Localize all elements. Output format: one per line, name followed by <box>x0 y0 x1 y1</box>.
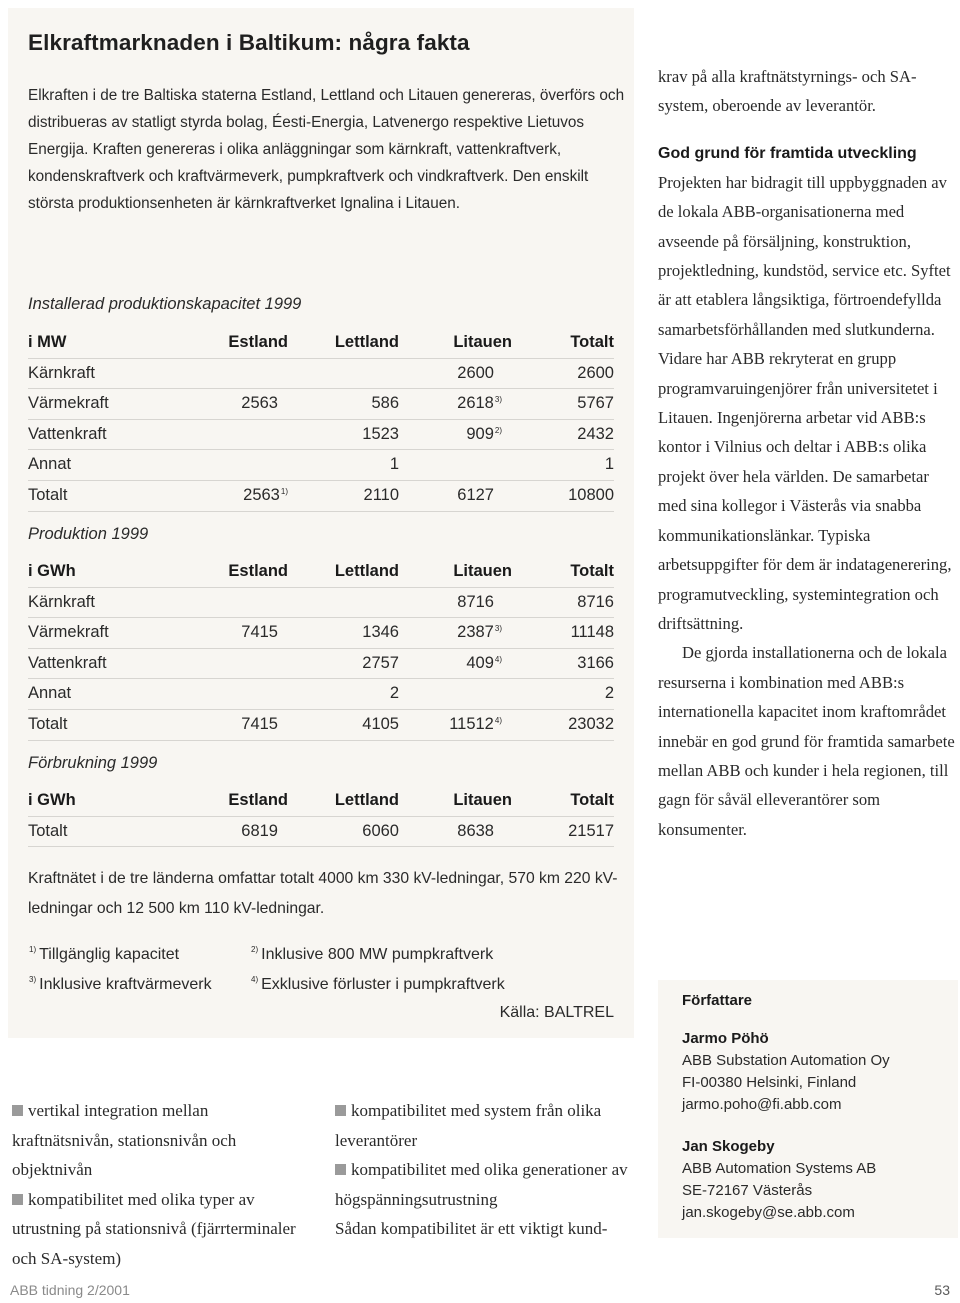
author-address: FI-00380 Helsinki, Finland <box>682 1074 857 1091</box>
consumption-table-title: Förbrukning 1999 <box>28 754 158 772</box>
cell-litauen: 2600 <box>457 363 494 382</box>
header-estland: Estland <box>228 562 288 580</box>
author-name: Jarmo Pöhö <box>682 1030 769 1047</box>
bullet-square-icon <box>12 1105 23 1116</box>
row-label: Totalt <box>28 821 68 840</box>
author-email[interactable]: jan.skogeby@se.abb.com <box>682 1204 855 1221</box>
cell-lettland: 2110 <box>363 485 399 504</box>
bullets-left <box>12 1096 314 1273</box>
body-text: Sådan kompatibilitet är ett viktigt kund- <box>335 1219 608 1238</box>
body-paragraph-1: Projekten har bidragit till uppbyggnaden av de lokala ABB-organisationerna med avseende på försäljning, konstruktion, projektledning, kundstöd, service etc. Syftet är att etablera långsiktiga, förtroendefyllda samarbetsförhållanden med slutkunderna. Vidare har ABB rekryterat en grupp programvaruingenjörer från universitetet i Litauen. Ingenjörerna arbetar vid ABB:s kontor i Vilnius och deltar i ABB:s olika projekt över hela världen. De samarbetar med sina kollegor i Västerås via snabba kommunikationslänkar. Typiska arbetsuppgifter för dem är indatagenerering, programutveckling, systemintegration och driftsättning. <box>658 172 952 633</box>
publication-footer: ABB tidning 2/2001 <box>10 1282 130 1298</box>
header-litauen: Litauen <box>453 562 512 580</box>
cell-litauen: 909$^{2)}$ <box>466 424 502 443</box>
footnote-ref: 1) <box>280 486 288 496</box>
header-unit: i GWh <box>28 791 76 809</box>
cell-estland: 7415 <box>241 714 278 733</box>
continuation-text: krav på alla kraftnätstyrnings- och SA-system, oberoende av leverantör. <box>658 67 917 116</box>
author-card <box>682 1136 876 1224</box>
cell-totalt: 21517 <box>568 821 614 840</box>
table-header-row <box>28 328 614 359</box>
cell-litauen: 409$^{4)}$ <box>466 653 502 672</box>
cell-lettland: 6060 <box>362 821 399 840</box>
footnote-ref: 3) <box>494 395 502 405</box>
cell-totalt: 10800 <box>568 485 614 504</box>
body-paragraph-2: De gjorda installationerna och de lokala resurserna i kombination med ABB:s internationella kapacitet inom kraftområdet innebär en god grund för framtida samarbete mellan ABB och kunder i hela regionen, till gagn för såväl elleverantörer som konsumenter. <box>658 643 955 839</box>
header-lettland: Lettland <box>334 791 399 809</box>
row-label: Totalt <box>28 485 68 504</box>
header-unit: i MW <box>28 333 67 351</box>
source-credit: Källa: BALTREL <box>499 1004 614 1021</box>
cell-totalt: 2600 <box>577 363 614 382</box>
author-name: Jan Skogeby <box>682 1138 775 1155</box>
cell-lettland: 2757 <box>362 653 399 672</box>
cell-lettland: 1 <box>389 455 399 474</box>
production-table-title: Produktion 1999 <box>28 525 149 543</box>
cell-totalt: 8716 <box>577 592 614 611</box>
fact-box-title: Elkraftmarknaden i Baltikum: några fakta <box>28 30 470 55</box>
author-company: ABB Substation Automation Oy <box>682 1052 890 1069</box>
table-row <box>28 450 614 481</box>
footnote-4: $^{4)}$ Exklusive förluster i pumpkraftverk <box>251 975 505 993</box>
header-unit: i GWh <box>28 562 76 580</box>
row-label: Annat <box>28 455 72 474</box>
fact-box <box>8 8 634 1038</box>
cell-lettland: 2 <box>389 684 399 703</box>
list-item: kompatibilitet med system från olika leverantörer <box>335 1101 602 1150</box>
row-label: Vattenkraft <box>28 653 107 672</box>
table-row <box>28 817 614 848</box>
row-label: Värmekraft <box>28 623 109 642</box>
cell-estland: 7415 <box>241 623 278 642</box>
table-row <box>28 481 614 512</box>
header-lettland: Lettland <box>334 333 399 351</box>
header-totalt: Totalt <box>570 791 614 809</box>
author-address: SE-72167 Västerås <box>682 1182 813 1199</box>
intro-sentence-2: Kraften genereras i olika anläggningar som kärnkraft, vattenkraftverk, kondenskraftverk och kraftvärmeverk, pumpkraftverk och vindkraftverk. <box>28 141 562 185</box>
cell-litauen: 11512$^{4)}$ <box>449 714 502 733</box>
table-row <box>28 679 614 710</box>
list-item: kompatibilitet med olika typer av utrustning på stationsnivå (fjärrterminaler och SA-system) <box>12 1189 296 1268</box>
bullets-middle <box>335 1096 630 1244</box>
cell-totalt: 3166 <box>577 653 614 672</box>
list-item: kompatibilitet med olika generationer av högspänningsutrustning <box>335 1160 628 1209</box>
right-column-article <box>658 62 958 844</box>
cell-litauen: 8638 <box>457 821 494 840</box>
cell-litauen: 6127 <box>457 485 494 504</box>
bullet-square-icon <box>335 1164 346 1175</box>
intro-paragraph <box>28 82 628 217</box>
table-row <box>28 420 614 451</box>
row-label: Totalt <box>28 714 68 733</box>
cell-totalt: 2432 <box>577 424 614 443</box>
cell-litauen: 2387$^{3)}$ <box>457 623 502 642</box>
section-subhead: God grund för framtida utveckling <box>658 144 917 162</box>
cell-estland: 2563 <box>241 394 278 413</box>
list-item: vertikal integration mellan kraftnätsnivån, stationsnivån och objektnivån <box>12 1101 237 1179</box>
cell-litauen: 8716 <box>457 592 494 611</box>
footnote-1: $^{1)}$ Tillgänglig kapacitet <box>29 945 180 963</box>
authors-box <box>658 980 958 1238</box>
intro-sentence-1: Elkraften i de tre Baltiska staterna Estland, Lettland och Litauen genereras, överförs och distribueras av statligt styrda bolag, Éesti-Energia, Latvenergo respektive Lietuvos Energija. <box>28 87 625 158</box>
cell-estland: 2563$^{1)}$ <box>243 485 288 504</box>
author-company: ABB Automation Systems AB <box>682 1160 877 1177</box>
cell-totalt: 23032 <box>568 714 614 733</box>
row-label: Vattenkraft <box>28 424 107 443</box>
header-totalt: Totalt <box>570 562 614 580</box>
author-card <box>682 1028 890 1116</box>
cell-lettland: 4105 <box>362 714 399 733</box>
row-label: Kärnkraft <box>28 363 95 382</box>
cell-totalt: 2 <box>604 684 614 703</box>
author-email[interactable]: jarmo.poho@fi.abb.com <box>682 1096 842 1113</box>
header-litauen: Litauen <box>453 791 512 809</box>
page-number: 53 <box>934 1282 950 1298</box>
footnote-3: $^{3)}$ Inklusive kraftvärmeverk <box>29 975 212 993</box>
cell-totalt: 5767 <box>577 394 614 413</box>
footnote-ref: 4) <box>494 715 502 725</box>
header-totalt: Totalt <box>570 333 614 351</box>
table-row <box>28 359 614 390</box>
row-label: Annat <box>28 684 72 703</box>
cell-lettland: 1346 <box>362 623 399 642</box>
capacity-table <box>28 328 614 512</box>
authors-heading: Författare <box>682 992 753 1009</box>
consumption-table <box>28 786 614 847</box>
table-header-row <box>28 786 614 817</box>
cell-litauen: 2618$^{3)}$ <box>457 394 502 413</box>
capacity-table-title: Installerad produktionskapacitet 1999 <box>28 295 302 313</box>
cell-lettland: 586 <box>371 394 399 413</box>
production-table <box>28 557 614 741</box>
table-row <box>28 588 614 619</box>
footnote-2: $^{2)}$ Inklusive 800 MW pumpkraftverk <box>251 945 494 963</box>
row-label: Kärnkraft <box>28 592 95 611</box>
grid-note: Kraftnätet i de tre länderna omfattar totalt 4000 km 330 kV-ledningar, 570 km 220 kV-ledningar och 12 500 km 110 kV-ledningar. <box>28 870 618 917</box>
cell-totalt: 1 <box>604 455 614 474</box>
footnote-ref: 3) <box>494 624 502 634</box>
table-row <box>28 710 614 741</box>
table-row <box>28 649 614 680</box>
footnote-ref: 2) <box>494 425 502 435</box>
bullet-square-icon <box>12 1194 23 1205</box>
row-label: Värmekraft <box>28 394 109 413</box>
bullet-square-icon <box>335 1105 346 1116</box>
footnote-ref: 4) <box>494 654 502 664</box>
intro-sentence-3: Den enskilt största produktionsenheten är kärnkraftverket Ignalina i Litauen. <box>28 168 589 212</box>
table-row <box>28 389 614 420</box>
header-litauen: Litauen <box>453 333 512 351</box>
cell-totalt: 11148 <box>570 623 614 642</box>
header-lettland: Lettland <box>334 562 399 580</box>
table-header-row <box>28 557 614 588</box>
header-estland: Estland <box>228 333 288 351</box>
cell-estland: 6819 <box>241 821 278 840</box>
header-estland: Estland <box>228 791 288 809</box>
table-row <box>28 618 614 649</box>
cell-lettland: 1523 <box>362 424 399 443</box>
